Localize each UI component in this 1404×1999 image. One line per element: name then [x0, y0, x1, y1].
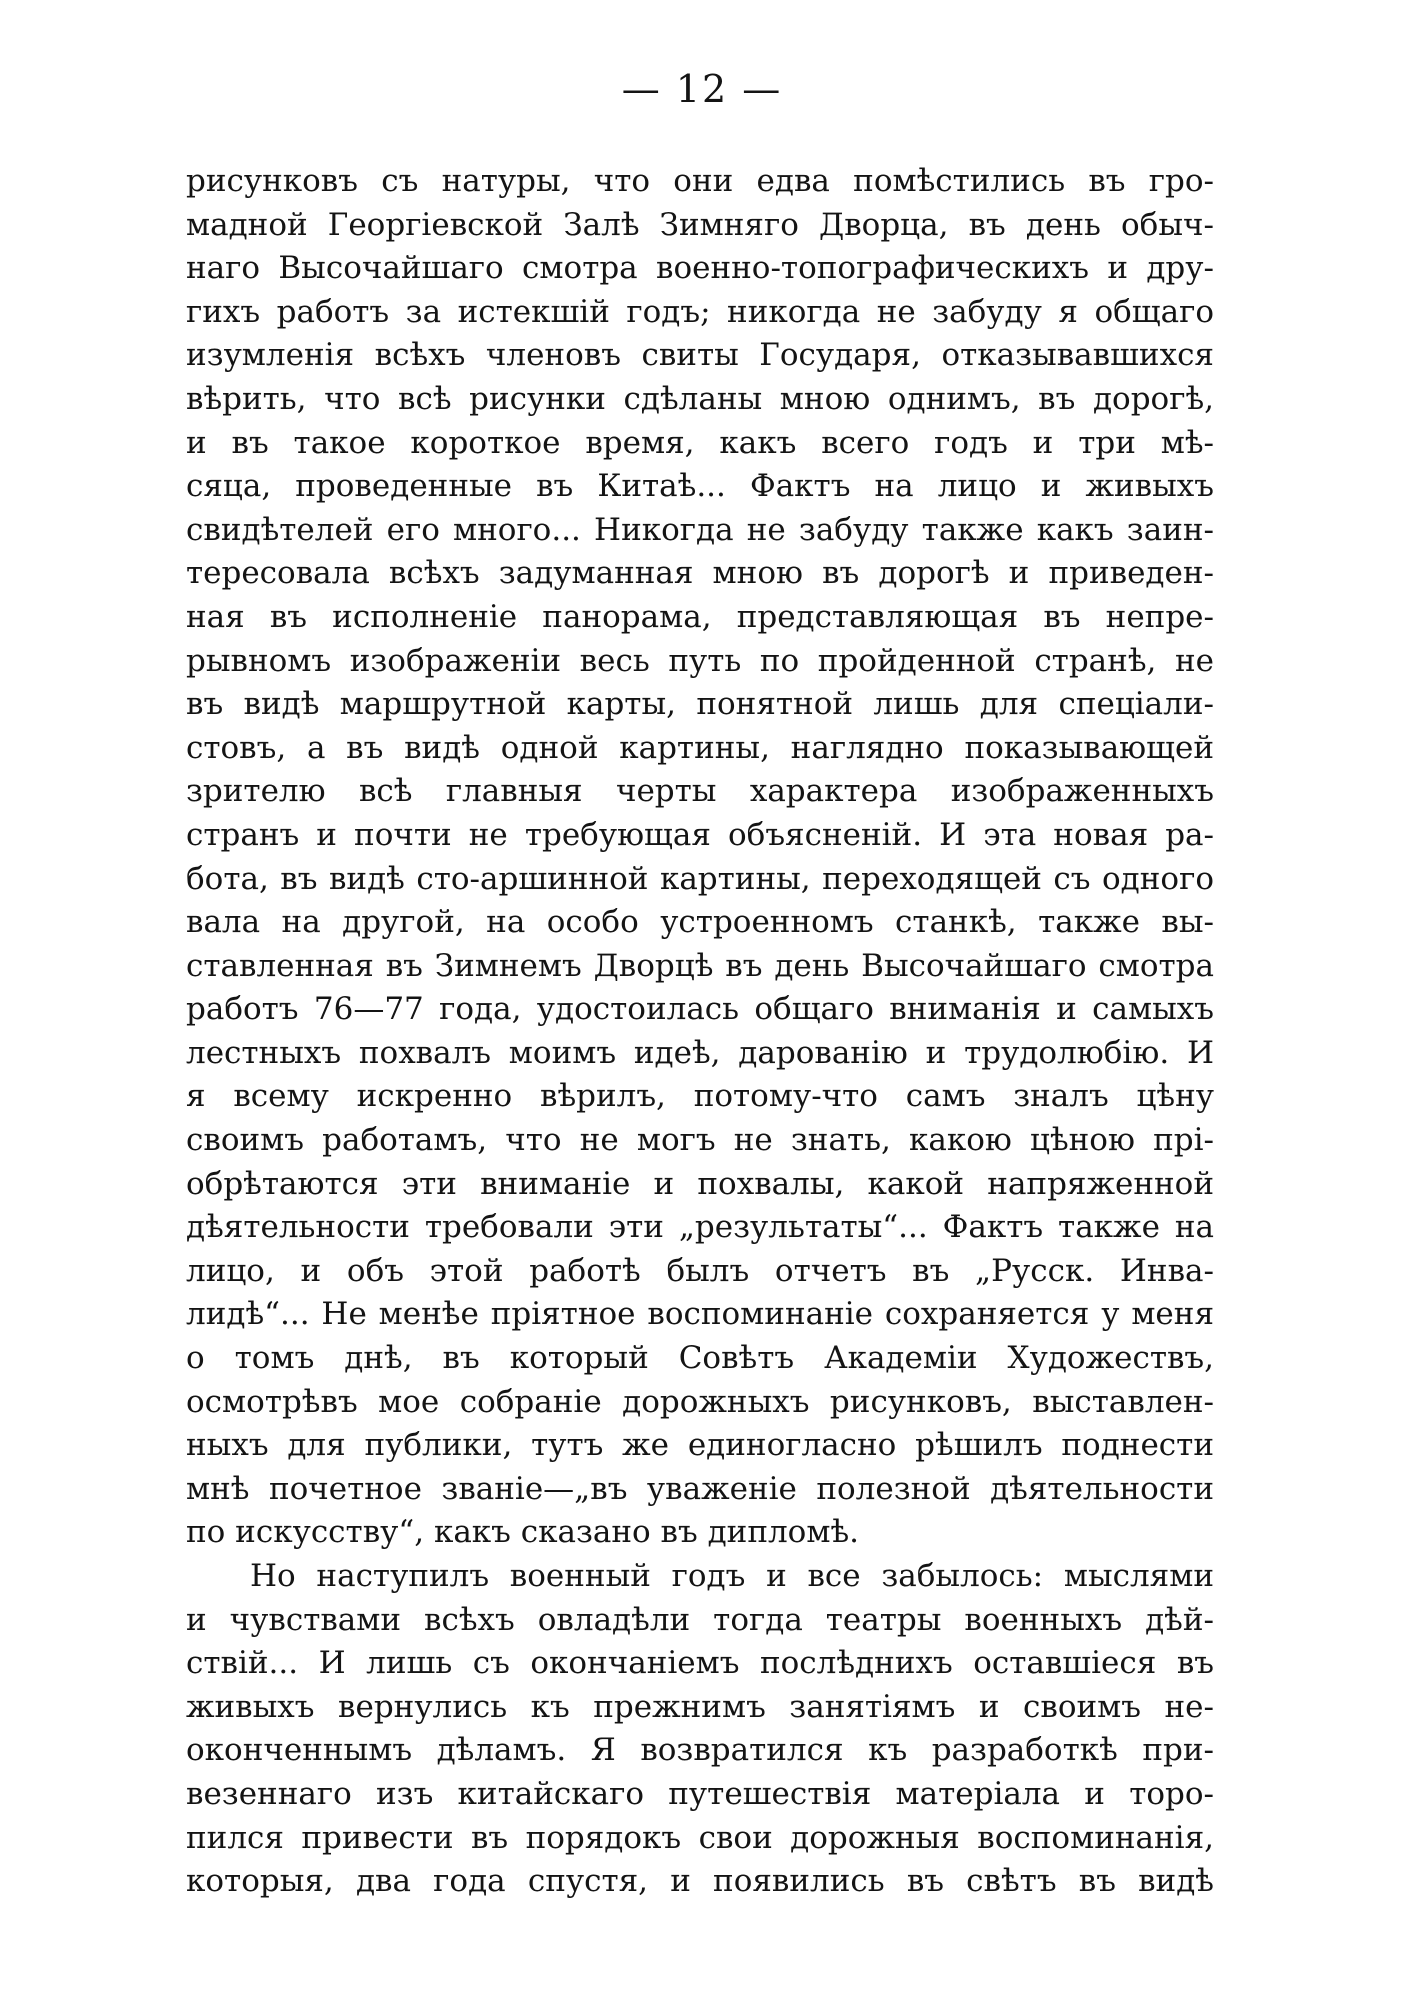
- text-line: мнѣ почетное званіе—„въ уваженіе полезной дѣятельности: [186, 1470, 1214, 1507]
- paragraph: [186, 160, 1214, 1555]
- text-line: обрѣтаются эти вниманіе и похвалы, какой напряженной: [186, 1165, 1214, 1202]
- text-line: осмотрѣвъ мое собраніе дорожныхъ рисунковъ, выставлен-: [186, 1383, 1214, 1420]
- text-line: лестныхъ похвалъ моимъ идеѣ, дарованію и трудолюбію. И: [186, 1034, 1214, 1071]
- text-line: работъ 76—77 года, удостоилась общаго вниманія и самыхъ: [186, 991, 1214, 1028]
- text-line: я всему искренно вѣрилъ, потому-что самъ зналъ цѣну: [186, 1078, 1214, 1115]
- text-line: гихъ работъ за истекшій годъ; никогда не забуду я общаго: [186, 293, 1214, 330]
- text-line: и чувствами всѣхъ овладѣли тогда театры военныхъ дѣй-: [186, 1601, 1214, 1638]
- text-line: и въ такое короткое время, какъ всего годъ и три мѣ-: [186, 424, 1214, 461]
- body-text: [186, 160, 1214, 1904]
- text-line: ствій... И лишь съ окончаніемъ послѣднихъ оставшіеся въ: [186, 1645, 1214, 1682]
- text-line: пился привести въ порядокъ свои дорожныя воспоминанія,: [186, 1819, 1214, 1856]
- text-line: дѣятельности требовали эти „результаты“... Фактъ также на: [186, 1209, 1214, 1246]
- text-line: везеннаго изъ китайскаго путешествія матеріала и торо-: [186, 1775, 1214, 1812]
- text-line: мадной Георгіевской Залѣ Зимняго Дворца, въ день обыч-: [186, 206, 1214, 243]
- paragraph: [186, 1555, 1214, 1904]
- text-line: странъ и почти не требующая объясненій. И эта новая ра-: [186, 816, 1214, 853]
- text-line: ныхъ для публики, тутъ же единогласно рѣшилъ поднести: [186, 1427, 1214, 1464]
- text-line: бота, въ видѣ сто-аршинной картины, переходящей съ одного: [186, 860, 1214, 897]
- text-line: въ видѣ маршрутной карты, понятной лишь для спеціали-: [186, 686, 1214, 723]
- text-line: живыхъ вернулись къ прежнимъ занятіямъ и своимъ не-: [186, 1688, 1214, 1725]
- text-line: о томъ днѣ, въ который Совѣтъ Академіи Художествъ,: [186, 1340, 1214, 1377]
- text-line: стовъ, а въ видѣ одной картины, наглядно показывающей: [186, 729, 1214, 766]
- text-line: Но наступилъ военный годъ и все забылось: мыслями: [250, 1558, 1214, 1594]
- text-line: рисунковъ съ натуры, что они едва помѣстились въ гро-: [186, 163, 1214, 199]
- text-line: лицо, и объ этой работѣ былъ отчетъ въ „Русск. Инва-: [186, 1252, 1214, 1289]
- text-line: ставленная въ Зимнемъ Дворцѣ въ день Высочайшаго смотра: [186, 947, 1214, 984]
- text-line: вала на другой, на особо устроенномъ станкѣ, также вы-: [186, 904, 1214, 941]
- text-line: которыя, два года спустя, и появились въ свѣтъ въ видѣ: [186, 1863, 1214, 1900]
- text-line: наго Высочайшаго смотра военно-топографическихъ и дру-: [186, 250, 1214, 287]
- text-line: оконченнымъ дѣламъ. Я возвратился къ разработкѣ при-: [186, 1732, 1214, 1769]
- text-line: лидѣ“... Не менѣе пріятное воспоминаніе сохраняется у меня: [186, 1296, 1214, 1333]
- text-line: ная въ исполненіе панорама, представляющая въ непре-: [186, 598, 1214, 635]
- page-number-header: — 12 —: [621, 67, 783, 111]
- text-line: свидѣтелей его много... Никогда не забуду также какъ заин-: [186, 511, 1214, 548]
- text-line: вѣрить, что всѣ рисунки сдѣланы мною однимъ, въ дорогѣ,: [186, 380, 1214, 417]
- text-line: зрителю всѣ главныя черты характера изображенныхъ: [186, 773, 1214, 810]
- text-line: изумленія всѣхъ членовъ свиты Государя, отказывавшихся: [186, 337, 1214, 374]
- text-line: своимъ работамъ, что не могъ не знать, какою цѣною прі-: [186, 1122, 1214, 1159]
- text-line: по искусству“, какъ сказано въ дипломѣ.: [186, 1514, 859, 1551]
- text-line: сяца, проведенные въ Китаѣ... Фактъ на лицо и живыхъ: [186, 468, 1214, 505]
- text-line: рывномъ изображеніи весь путь по пройденной странѣ, не: [186, 642, 1214, 679]
- text-line: тересовала всѣхъ задуманная мною въ дорогѣ и приведен-: [186, 555, 1214, 592]
